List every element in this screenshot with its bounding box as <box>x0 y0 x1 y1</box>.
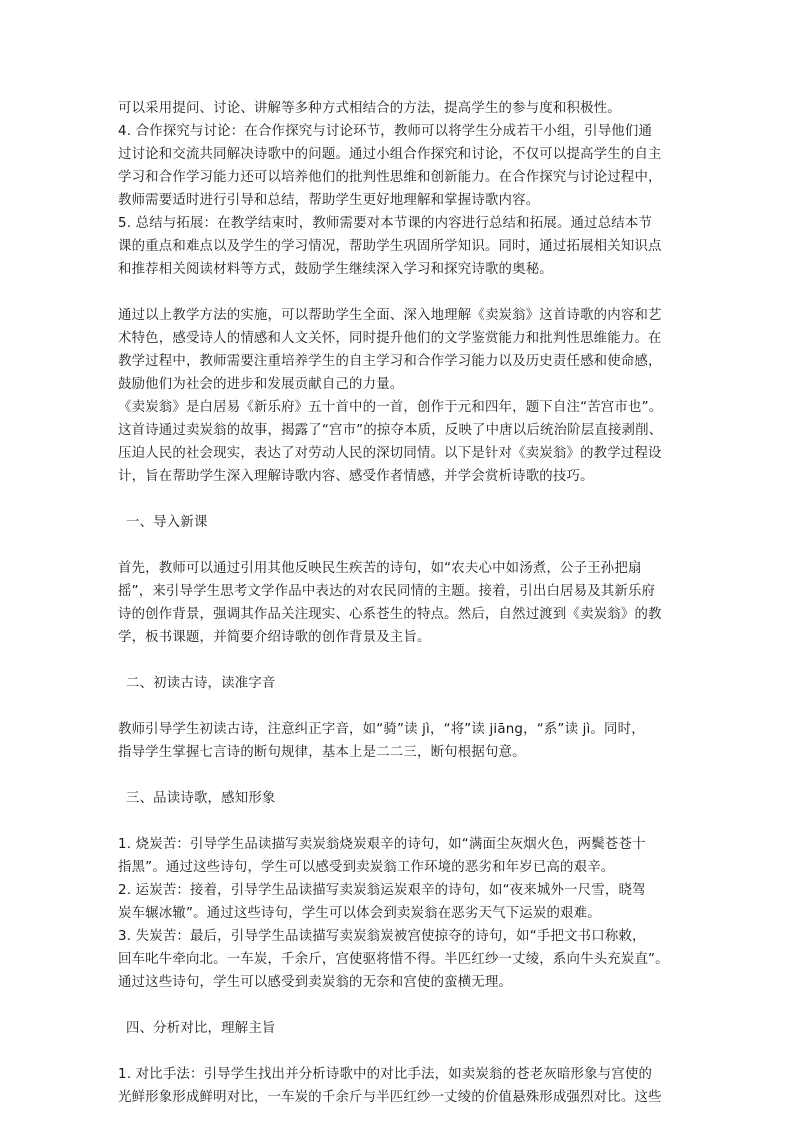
paragraph-line: 学习和合作学习能力还可以培养他们的批判性思维和创新能力。在合作探究与讨论过程中， <box>118 170 662 185</box>
paragraph-line: 过讨论和交流共同解决诗歌中的问题。通过小组合作探究和讨论，不仅可以提高学生的自主 <box>118 147 662 162</box>
paragraph-line: 学，板书课题，并简要介绍诗歌的创作背景及主旨。 <box>118 630 431 645</box>
paragraph-line: 1. 烧炭苦：引导学生品读描写卖炭翁烧炭艰辛的诗句，如“满面尘灰烟火色，两鬓苍苍十 <box>118 837 646 852</box>
paragraph-spacer <box>118 281 680 304</box>
paragraph-spacer <box>118 534 680 557</box>
paragraph-line: 教学过程中，教师需要注重培养学生的自主学习和合作学习能力以及历史责任感和使命感， <box>118 354 662 369</box>
paragraph-line: 首先，教师可以通过引用其他反映民生疾苦的诗句，如“农夫心中如汤煮，公子王孙把扇 <box>118 561 642 576</box>
paragraph-line: 鼓励他们为社会的进步和发展贡献自己的力量。 <box>118 377 404 392</box>
paragraph-spacer <box>118 764 680 787</box>
paragraph-line: 3. 失炭苦：最后，引导学生品读描写卖炭翁炭被宫使掠夺的诗句，如“手把文书口称敕， <box>118 929 646 944</box>
section-heading-2: 二、初读古诗，读准字音 <box>126 676 276 691</box>
document-page <box>118 97 680 1109</box>
paragraph-line: 诗的创作背景，强调其作品关注现实、心系苍生的特点。然后，自然过渡到《卖炭翁》的教 <box>118 607 662 622</box>
paragraph-line: 可以采用提问、讨论、讲解等多种方式相结合的方法，提高学生的参与度和积极性。 <box>118 101 621 116</box>
paragraph-line: 炭车辗冰辙”。通过这些诗句，学生可以体会到卖炭翁在恶劣天气下运炭的艰难。 <box>118 906 601 921</box>
section-heading-4: 四、分析对比，理解主旨 <box>126 1021 276 1036</box>
paragraph-spacer <box>118 1040 680 1063</box>
paragraph-line: 通过以上教学方法的实施，可以帮助学生全面、深入地理解《卖炭翁》这首诗歌的内容和艺 <box>118 308 662 323</box>
paragraph-line: 1. 对比手法：引导学生找出并分析诗歌中的对比手法，如卖炭翁的苍老灰暗形象与宫使的 <box>118 1067 653 1082</box>
paragraph-line: 压迫人民的社会现实，表达了对劳动人民的深切同情。以下是针对《卖炭翁》的教学过程设 <box>118 446 662 461</box>
section-heading-1: 一、导入新课 <box>126 515 208 530</box>
paragraph-line: 指导学生掌握七言诗的断句规律，基本上是二二三，断句根据句意。 <box>118 745 526 760</box>
paragraph-line: 《卖炭翁》是白居易《新乐府》五十首中的一首，创作于元和四年，题下自注“苦宫市也”。 <box>118 400 663 415</box>
paragraph-line: 教师引导学生初读古诗，注意纠正字音，如“骑”读 jì，“将”读 jiāng，“系”读 jì。同时， <box>118 722 645 737</box>
paragraph-line: 术特色，感受诗人的情感和人文关怀，同时提升他们的文学鉴赏能力和批判性思维能力。在 <box>118 331 662 346</box>
paragraph-line: 摇”，来引导学生思考文学作品中表达的对农民同情的主题。接着，引出白居易及其新乐府 <box>118 584 656 599</box>
paragraph-line: 光鲜形象形成鲜明对比，一车炭的千余斤与半匹红纱一丈绫的价值悬殊形成强烈对比。这些 <box>118 1090 662 1105</box>
paragraph-line: 教师需要适时进行引导和总结，帮助学生更好地理解和掌握诗歌内容。 <box>118 193 540 208</box>
paragraph-line: 回车叱牛牵向北。一车炭，千余斤，宫使驱将惜不得。半匹红纱一丈绫，系向牛头充炭直”。 <box>118 952 669 967</box>
paragraph-line: 课的重点和难点以及学生的学习情况，帮助学生巩固所学知识。同时，通过拓展相关知识点 <box>118 239 662 254</box>
paragraph-line: 指黑”。通过这些诗句，学生可以感受到卖炭翁工作环境的恶劣和年岁已高的艰辛。 <box>118 860 615 875</box>
paragraph-line: 2. 运炭苦：接着，引导学生品读描写卖炭翁运炭艰辛的诗句，如“夜来城外一尺雪，晓驾 <box>118 883 646 898</box>
paragraph-spacer <box>118 994 680 1017</box>
paragraph-line: 5. 总结与拓展：在教学结束时，教师需要对本节课的内容进行总结和拓展。通过总结本节 <box>118 216 653 231</box>
paragraph-spacer <box>118 649 680 672</box>
paragraph-line: 通过这些诗句，学生可以感受到卖炭翁的无奈和宫使的蛮横无理。 <box>118 975 513 990</box>
paragraph-line: 4. 合作探究与讨论：在合作探究与讨论环节，教师可以将学生分成若干小组，引导他们通 <box>118 124 653 139</box>
section-heading-3: 三、品读诗歌，感知形象 <box>126 791 276 806</box>
paragraph-spacer <box>118 488 680 511</box>
paragraph-spacer <box>118 810 680 833</box>
paragraph-line: 和推荐相关阅读材料等方式，鼓励学生继续深入学习和探究诗歌的奥秘。 <box>118 262 553 277</box>
paragraph-line: 计，旨在帮助学生深入理解诗歌内容、感受作者情感，并学会赏析诗歌的技巧。 <box>118 469 594 484</box>
paragraph-line: 这首诗通过卖炭翁的故事，揭露了“宫市”的掠夺本质，反映了中唐以后统治阶层直接剥削、 <box>118 423 663 438</box>
paragraph-spacer <box>118 695 680 718</box>
